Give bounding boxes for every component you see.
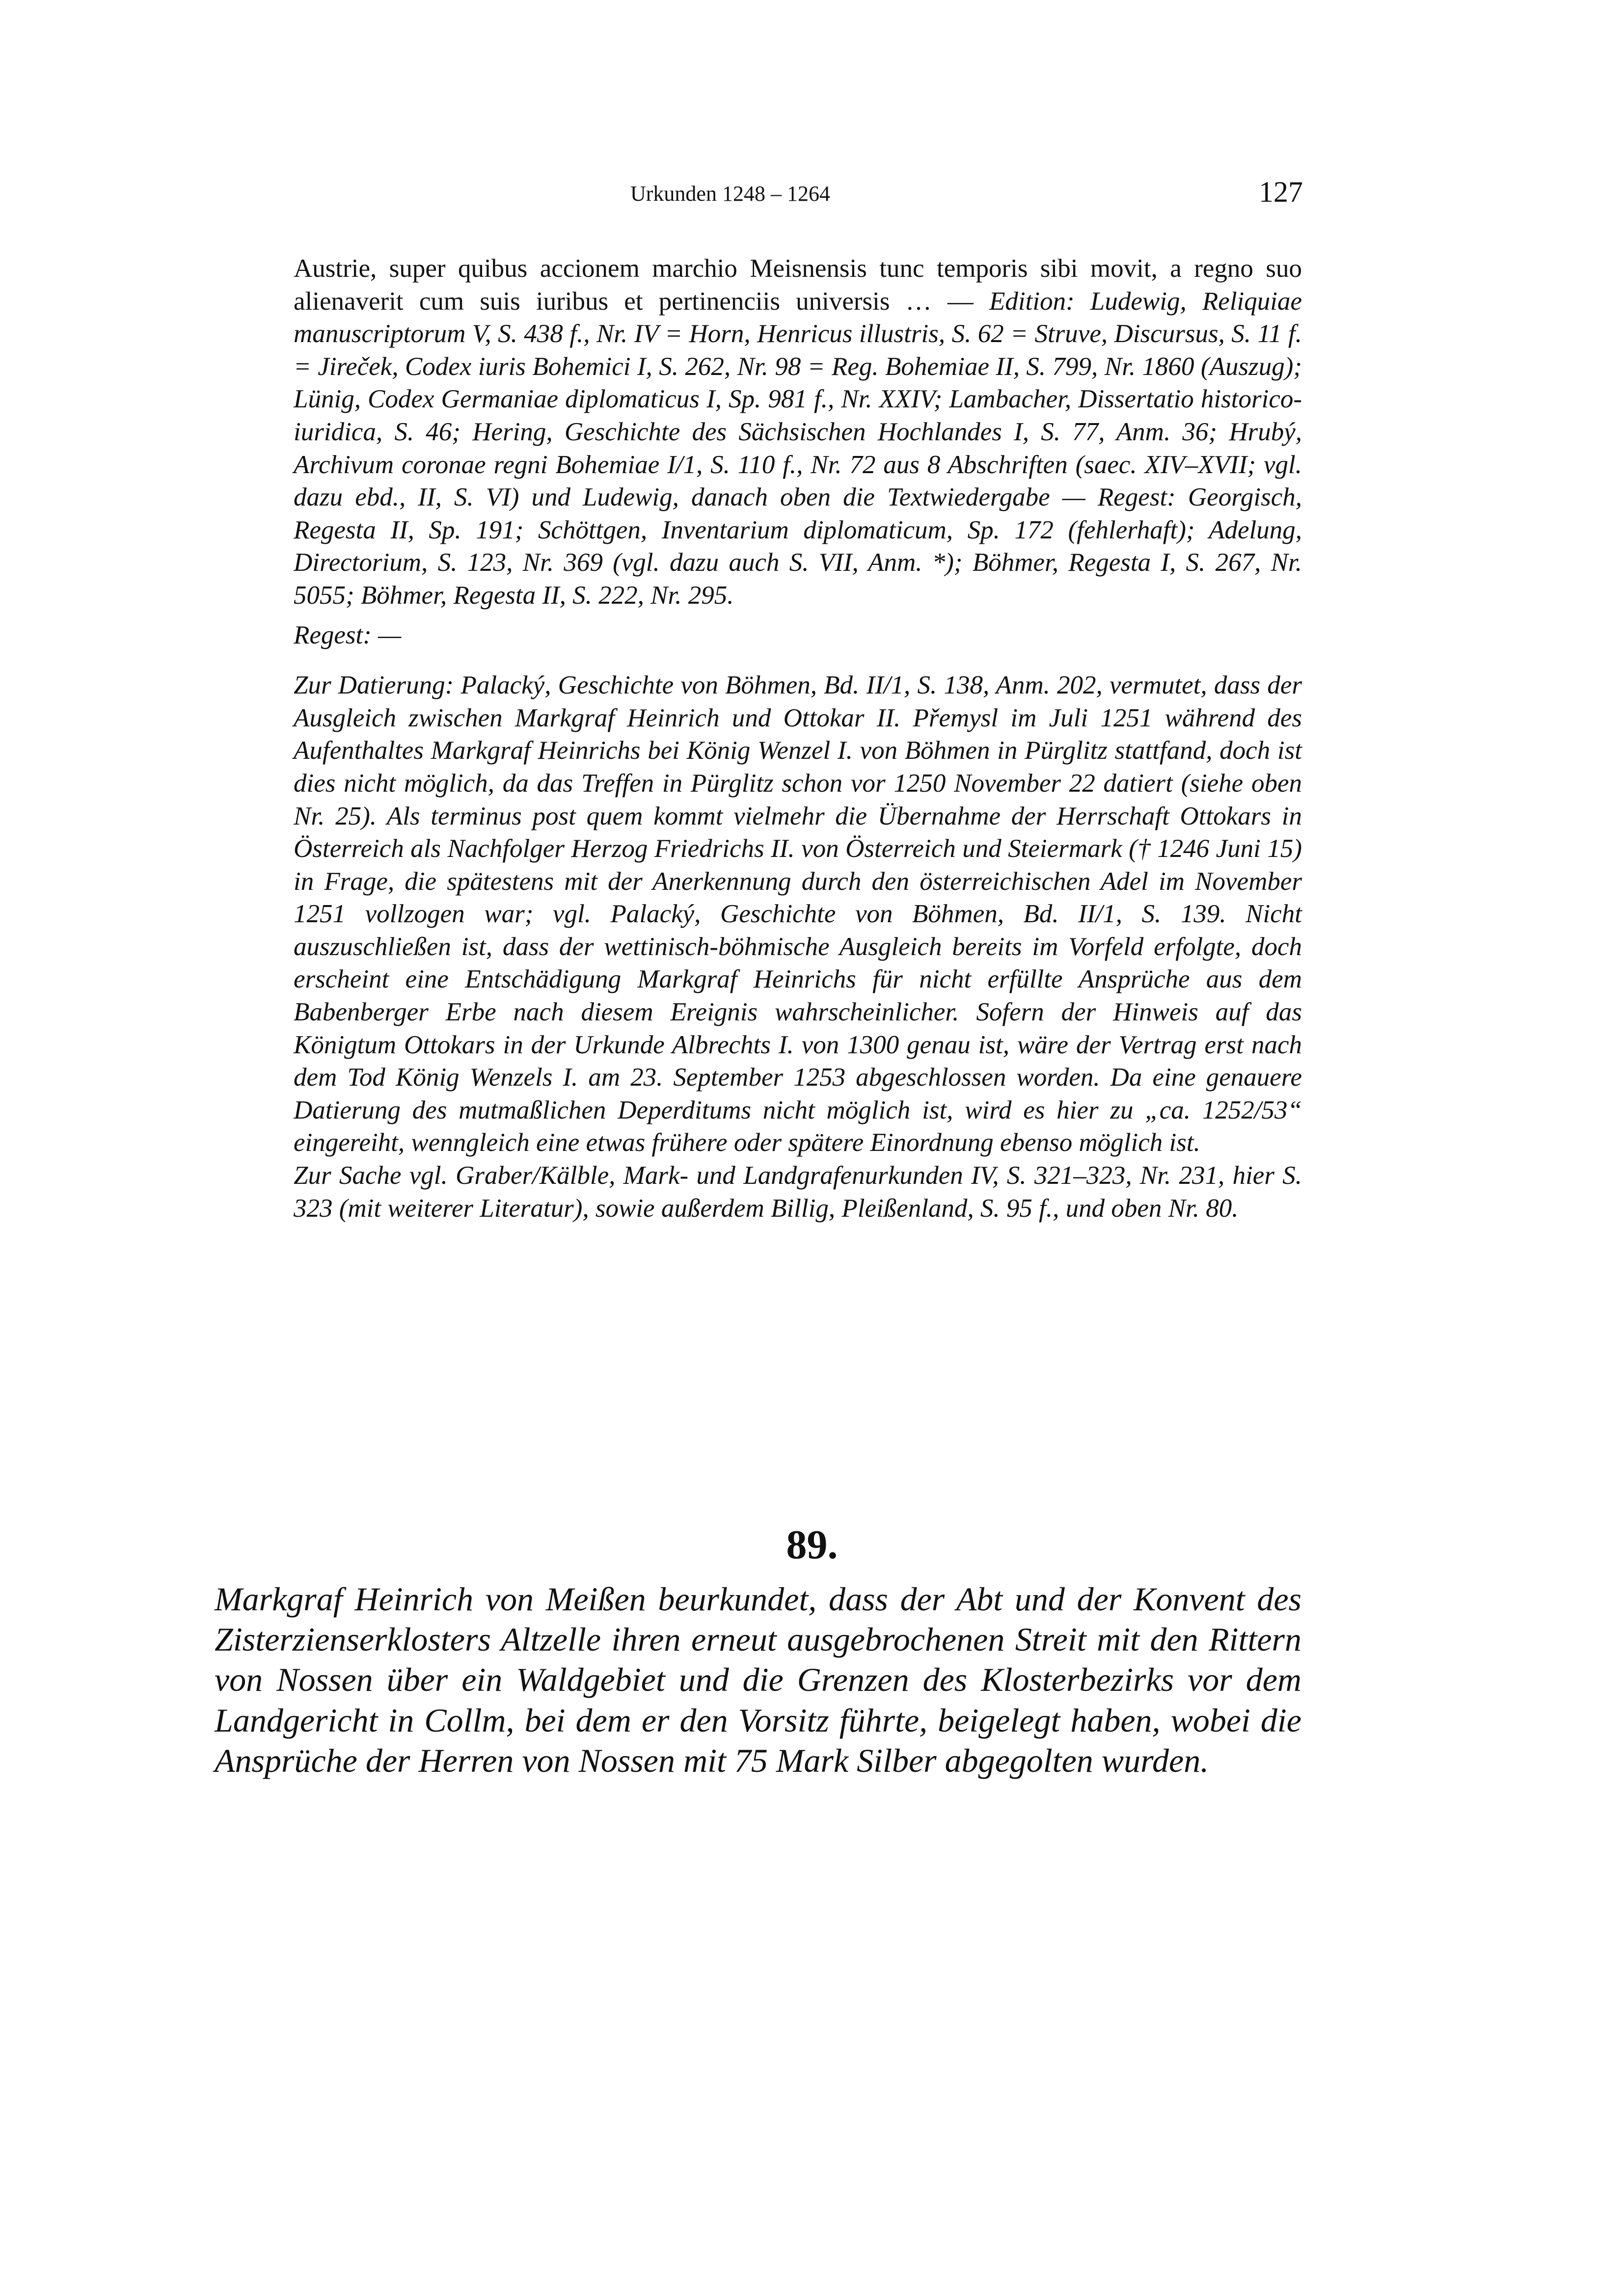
page-number: 127 — [1259, 176, 1303, 208]
subject-note: Zur Sache vgl. Graber/Kälble, Mark- und Landgrafenurkunden IV, S. 321–323, Nr. 231, hier S. 323 (mit weiterer Literatur), sowie außerdem Billig, Pleißenland, S. 95 f., und oben Nr. 80. — [294, 1161, 1302, 1223]
document-number: 89. — [786, 1522, 838, 1568]
dating-note: Zur Datierung: Palacký, Geschichte von Böhmen, Bd. II/1, S. 138, Anm. 202, vermutet, dass der Ausgleich zwischen Markgraf Heinrich und Ottokar II. Přemysl im Juli 1251 während des Aufenthaltes Markgraf Heinrichs bei König Wenzel I. von Böhmen in Pürglitz stattfand, doch ist dies nicht möglich, da das Treffen in Pürglitz schon vor 1250 November 22 datiert (siehe oben Nr. 25). Als terminus post quem kommt vielmehr die Übernahme der Herrschaft Ottokars in Österreich als Nachfolger Herzog Friedrichs II. von Österreich und Steiermark († 1246 Juni 15) in Frage, die spätestens mit der Anerkennung durch den österreichischen Adel im November 1251 vollzogen war; vgl. Palacký, Geschichte von Böhmen, Bd. II/1, S. 139. Nicht auszuschließen ist, dass der wettinisch-böhmische Ausgleich bereits im Vorfeld erfolgte, doch erscheint eine Entschädigung Markgraf Heinrichs für nicht erfüllte Ansprüche aus dem Babenberger Erbe nach diesem Ereignis wahrscheinlicher. Sofern der Hinweis auf das Königtum Ottokars in der Urkunde Albrechts I. von 1300 genau ist, wäre der Vertrag erst nach dem Tod König Wenzels I. am 23. September 1253 abgeschlossen worden. Da eine genauere Datierung des mutmaßlichen Deperditums nicht möglich ist, wird es hier zu „ca. 1252/53“ eingereiht, wenngleich eine etwas frühere oder spätere Einordnung ebenso möglich ist. — [294, 671, 1302, 1157]
page-header — [630, 174, 1303, 214]
document-summary: Markgraf Heinrich von Meißen beurkundet, dass der Abt und der Konvent des Zisterzienserklosters Altzelle ihren erneut ausgebrochenen Streit mit den Rittern von Nossen über ein Waldgebiet und die Grenzen des Klosterbezirks vor dem Landgericht in Collm, bei dem er den Vorsitz führte, beigelegt haben, wobei die Ansprüche der Herren von Nossen mit 75 Mark Silber abgegolten wurden. — [215, 1580, 1301, 1779]
editions-text: Edition: Ludewig, Reliquiae manuscriptorum V, S. 438 f., Nr. IV = Horn, Henricus illustris, S. 62 = Struve, Discursus, S. 11 f. = Jireček, Codex iuris Bohemici I, S. 262, Nr. 98 = Reg. Bohemiae II, S. 799, Nr. 1860 (Auszug); Lünig, Codex Germaniae diplomaticus I, Sp. 981 f., Nr. XXIV; Lambacher, Dissertatio historico-iuridica, S. 46; Hering, Geschichte des Sächsischen Hochlandes I, S. 77, Anm. 36; Hrubý, Archivum coronae regni Bohemiae I/1, S. 110 f., Nr. 72 aus 8 Abschriften (saec. XIV–XVII; vgl. dazu ebd., II, S. VI) und Ludewig, danach oben die Textwiedergabe — Regest: Georgisch, Regesta II, Sp. 191; Schöttgen, Inventarium diplomaticum, Sp. 172 (fehlerhaft); Adelung, Directorium, S. 123, Nr. 369 (vgl. dazu auch S. VII, Anm. *); Böhmer, Regesta I, S. 267, Nr. 5055; Böhmer, Regesta II, S. 222, Nr. 295. — [294, 287, 1302, 610]
source-paragraph — [294, 252, 1302, 612]
regest-label: Regest: — — [294, 620, 402, 649]
source-text: Austrie, super quibus accionem marchio Meisnensis tunc temporis sibi movit, a regno suo alienaverit cum suis iuribus et pertinenciis universis … — — [294, 254, 1302, 316]
running-head: Urkunden 1248 – 1264 — [630, 182, 830, 206]
critical-apparatus — [294, 252, 1302, 1225]
